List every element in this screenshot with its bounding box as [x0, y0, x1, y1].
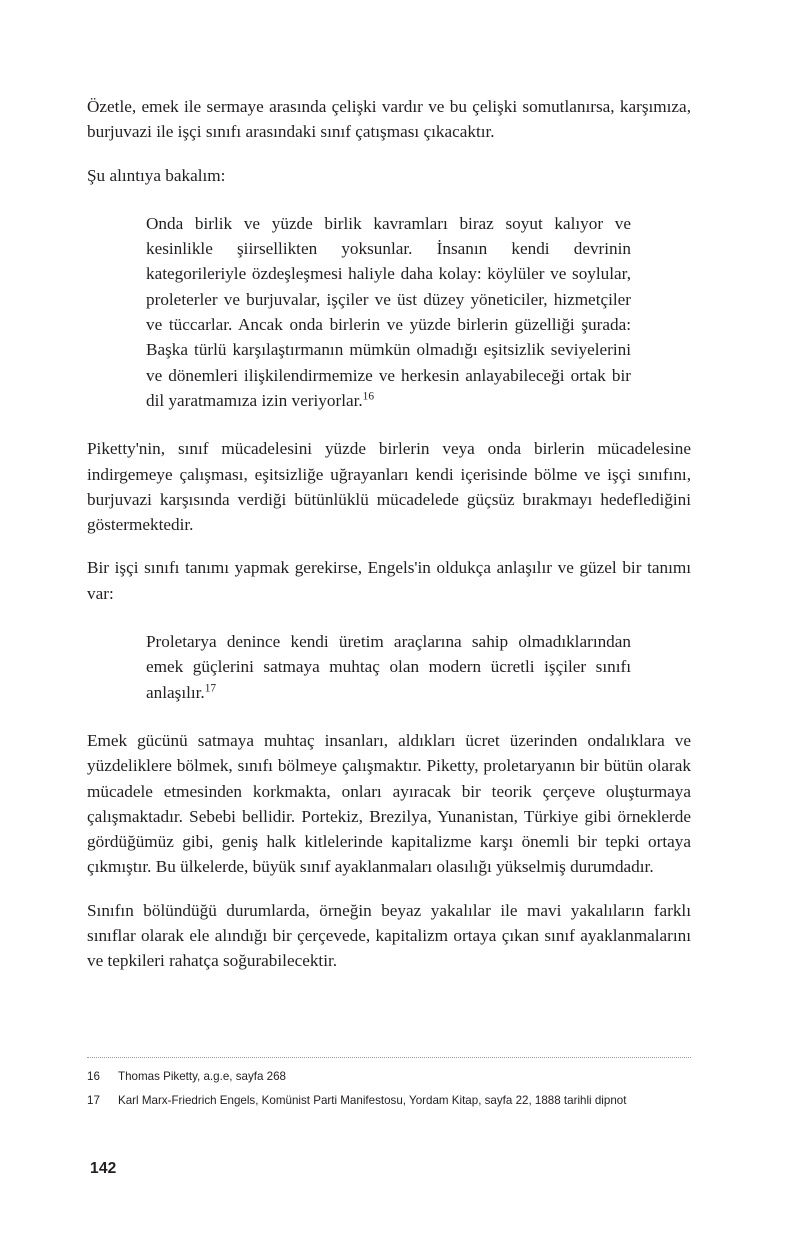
footnote-17: [87, 1092, 691, 1111]
spacer: [87, 717, 691, 728]
paragraph-1: Özetle, emek ile sermaye arasında çelişki vardır ve bu çelişki somutlanırsa, karşımıza, burjuvazi ile işçi sınıfı arasındaki sınıf çatışması çıkacaktır.: [87, 97, 691, 142]
footnote-16-text: Thomas Piketty, a.g.e, sayfa 268: [118, 1070, 286, 1083]
blockquote-engels-text: [146, 629, 631, 705]
footnote-16-number: 16: [87, 1070, 100, 1083]
paragraph-4: Bir işçi sınıfı tanımı yapmak gerekirse, Engels'in oldukça anlaşılır ve güzel bir tanımı var:: [87, 558, 691, 603]
page-content: [87, 94, 691, 986]
spacer: [87, 200, 691, 211]
spacer: [87, 618, 691, 629]
paragraph-2-intro: Şu alıntıya bakalım:: [87, 165, 226, 185]
footnote-17-number: 17: [87, 1093, 100, 1107]
footnote-separator-rule: [87, 1057, 691, 1059]
blockquote-piketty-body: Onda birlik ve yüzde birlik kavramları biraz soyut kalıyor ve kesinlikle şiirsellikten yoksunlar. İnsanın kendi devrinin kategorileriyle özdeşleşmesi haliyle daha kolay: köylüler ve soylular, proleterler ve burjuvalar, işçiler ve üst düzey yöneticiler, hizmetçiler ve tüccarlar. Ancak onda birlerin ve yüzde birlerin güzelliği şurada: Başka türlü karşılaştırmanın mümkün olmadığı eşitsizlik seviyelerini ve dönemleri ilişkilendirmemize ve herkesin anlayabileceği ortak bir dil yaratmamıza izin veriyorlar.: [146, 213, 631, 410]
paragraph-5: Emek gücünü satmaya muhtaç insanları, aldıkları ücret üzerinden ondalıklara ve yüzdeliklere bölmek, sınıfı bölmeye çalışmaktır. Piketty, proletaryanın bir bütün olarak mücadele etmesinden korkmakta, onları ayıracak bir teorik çerçeve oluşturmaya çalışmaktadır. Sebebi bellidir. Portekiz, Brezilya, Yunanistan, Türkiye gibi örneklerde gördüğümüz gibi, geniş halk kitlelerinde kapitalizme karşı önemli bir tepki ortaya çıkmıştır. Bu ülkelerde, büyük sınıf ayaklanmaları olasılığı yükselmiş durumdadır.: [87, 730, 691, 877]
paragraph-6: Sınıfın bölündüğü durumlarda, örneğin beyaz yakalılar ile mavi yakalıların farklı sınıflar olarak ele alındığı bir çerçevede, kapitalizm ortaya çıkan sınıf ayaklanmalarını ve tepkileri rahatça soğurabilecektir.: [87, 900, 691, 971]
page-number: 142: [90, 1160, 117, 1177]
footnote-ref-16[interactable]: 16: [362, 390, 375, 403]
footnote-17-text: Karl Marx-Friedrich Engels, Komünist Parti Manifestosu, Yordam Kitap, sayfa 22, 1888 tarihli dipnot: [118, 1093, 627, 1107]
footnote-16: [87, 1068, 691, 1087]
blockquote-piketty-text: [146, 211, 631, 413]
blockquote-piketty: [146, 211, 631, 413]
footnotes-section: [87, 1057, 691, 1115]
blockquote-engels-body: Proletarya denince kendi üretim araçlarına sahip olmadıklarından emek güçlerini satmaya muhtaç olan modern ücretli işçiler sınıfı anlaşılır.: [146, 632, 631, 702]
blockquote-engels: [146, 629, 631, 705]
paragraph-3: Piketty'nin, sınıf mücadelesini yüzde birlerin veya onda birlerin mücadelesine indirgemeye çalışması, eşitsizliğe uğrayanları kendi içerisinde bölme ve işçi sınıfını, burjuvazi karşısında verdiği bütünlüklü mücadelede güçsüz bırakmayı hedeflediğini göstermektedir.: [87, 439, 691, 535]
footnote-ref-17[interactable]: 17: [204, 681, 217, 694]
spacer: [87, 425, 691, 436]
